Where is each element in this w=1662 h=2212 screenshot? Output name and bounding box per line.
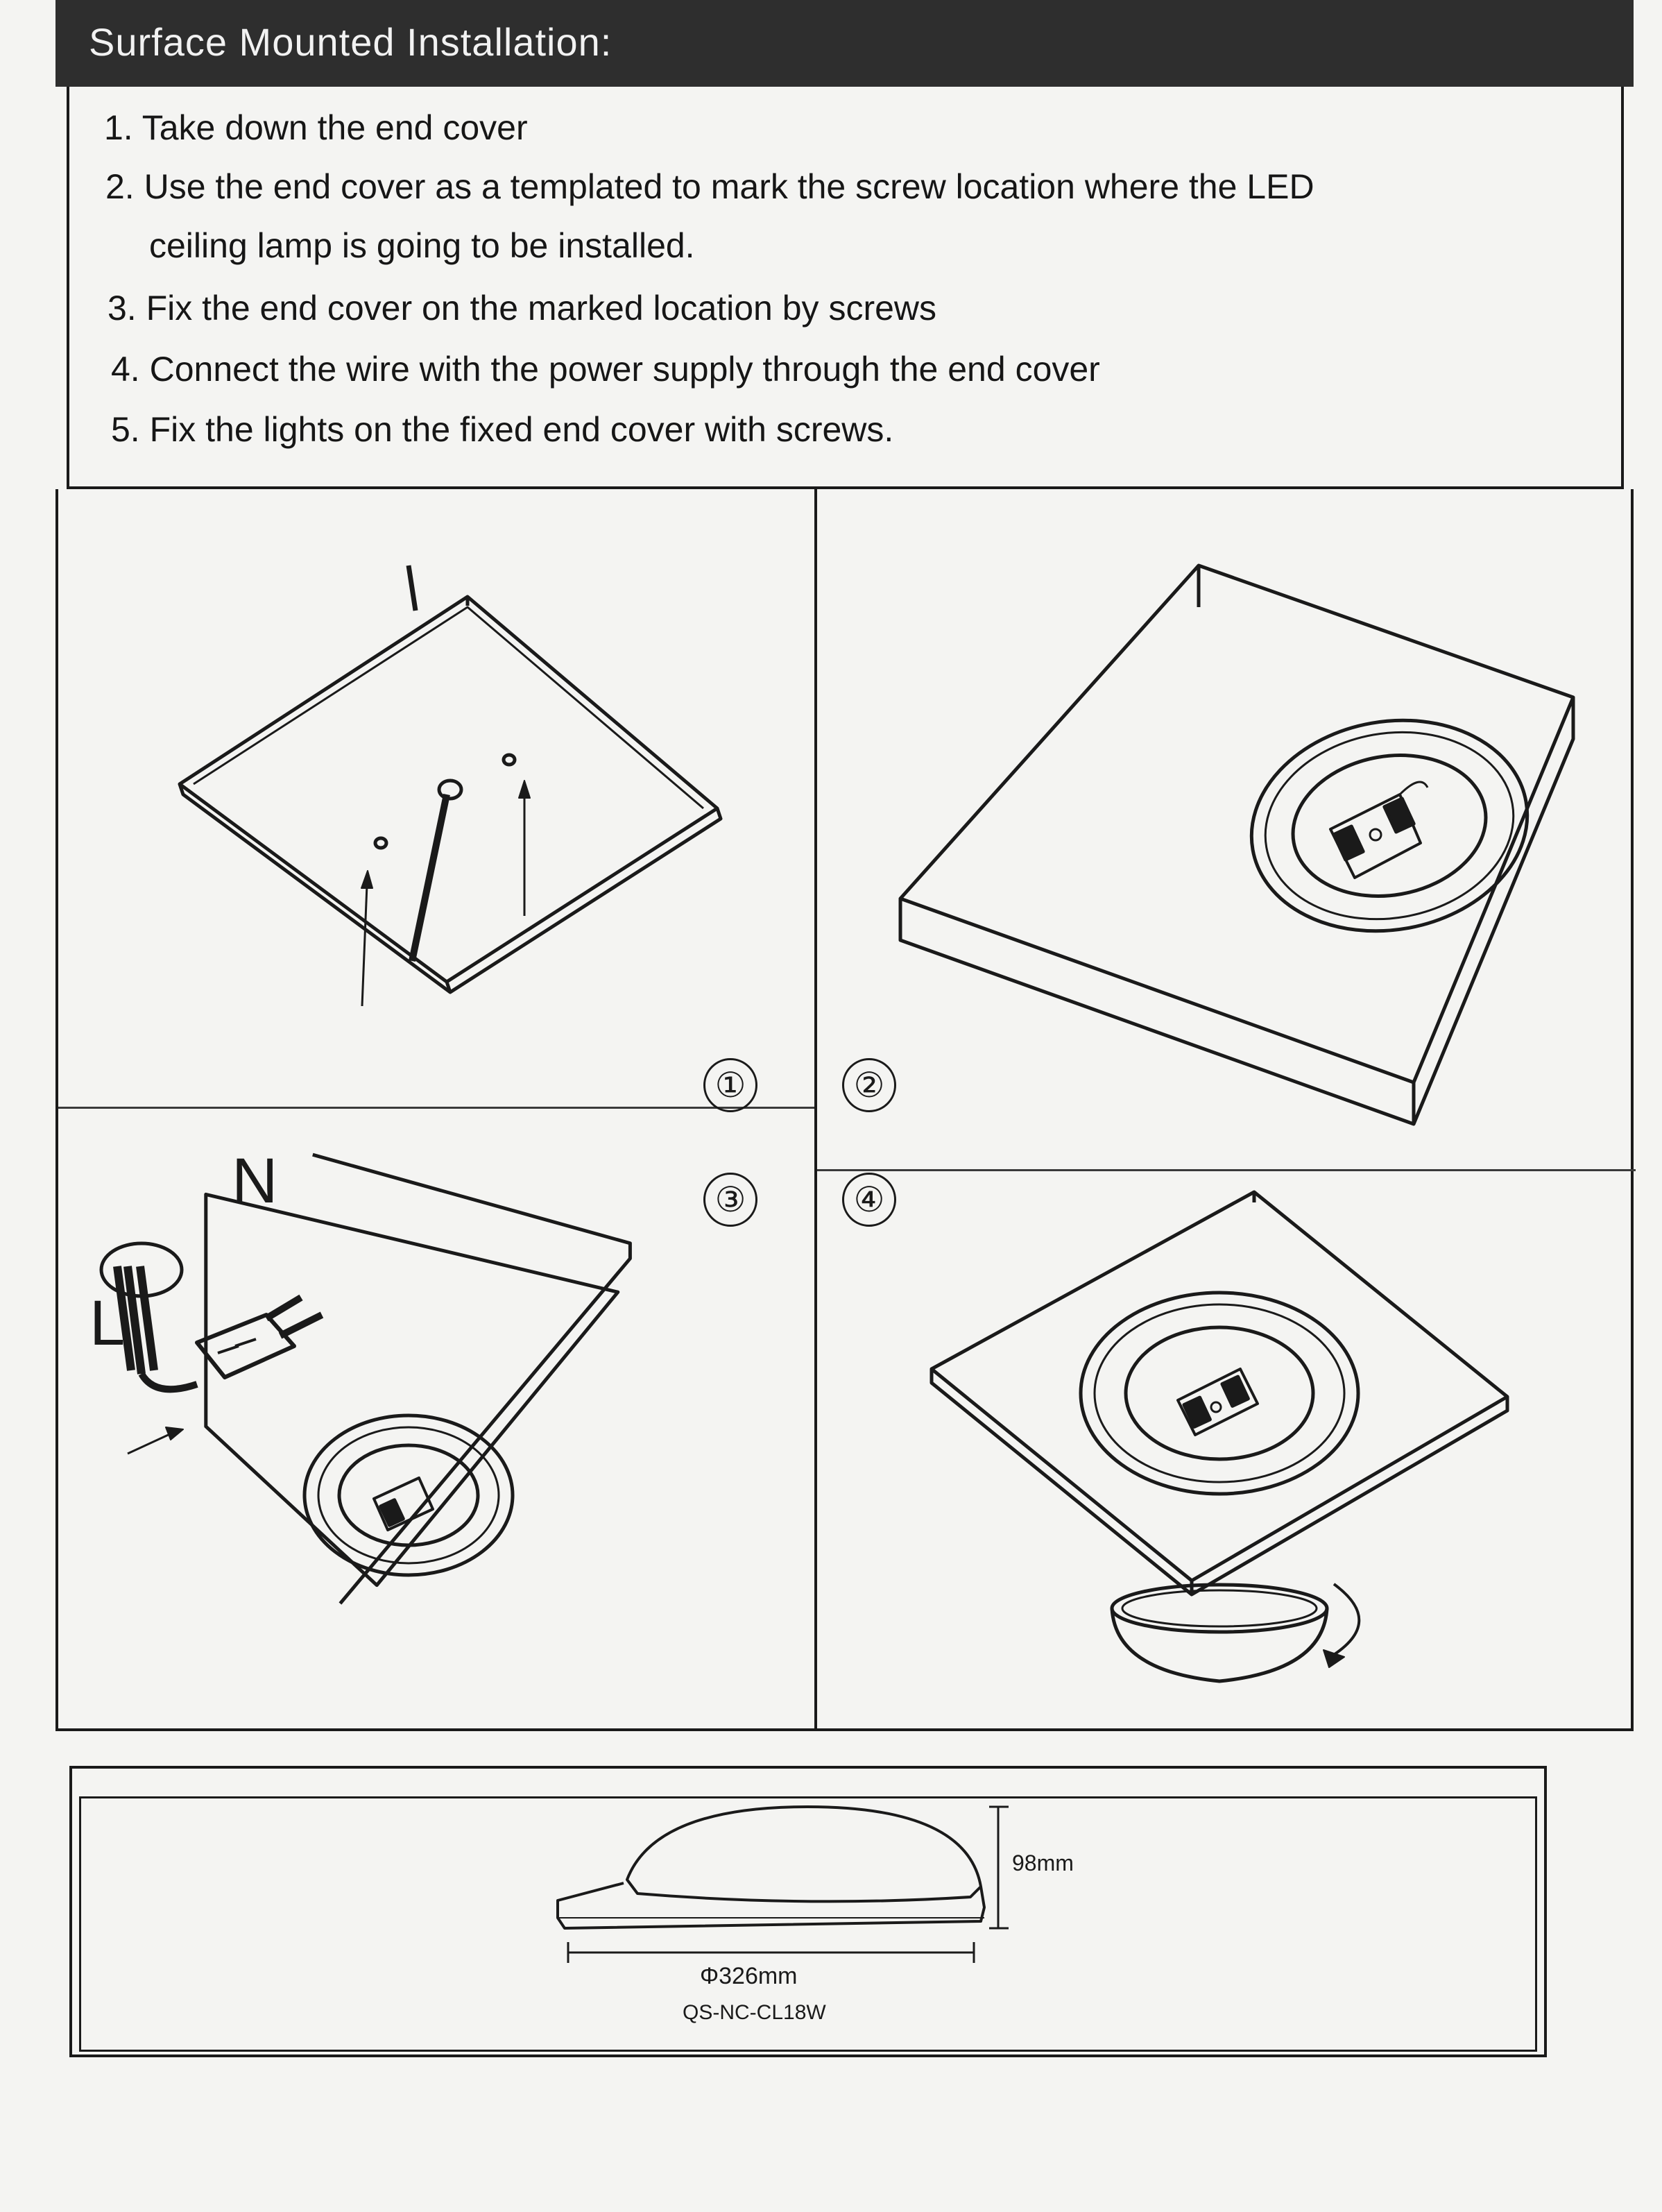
diameter-dimension-label: Φ326mm xyxy=(700,1963,798,1989)
dimensions-box xyxy=(69,1766,1547,2057)
height-dimension-label: 98mm xyxy=(1012,1851,1074,1875)
panel-number-2: ② xyxy=(842,1058,896,1112)
panel-2-illustration xyxy=(817,489,1636,1169)
panel-number-3: ③ xyxy=(703,1173,757,1227)
wire-label-neutral: N xyxy=(232,1146,278,1216)
model-number: QS-NC-CL18W xyxy=(683,2001,826,2024)
title-bar xyxy=(55,0,1634,87)
panel-number-1: ① xyxy=(703,1058,757,1112)
wire-label-live: L xyxy=(89,1288,126,1359)
diagram-grid xyxy=(55,489,1634,1731)
step-3: 3. Fix the end cover on the marked location by screws xyxy=(108,289,937,327)
step-2: 2. Use the end cover as a templated to mark the screw location where the LED xyxy=(105,167,1314,206)
step-1: 1. Take down the end cover xyxy=(104,108,528,147)
panel-number-4: ④ xyxy=(842,1173,896,1227)
step-5: 5. Fix the lights on the fixed end cover with screws. xyxy=(111,410,894,449)
page-title: Surface Mounted Installation: xyxy=(89,20,612,64)
panel-3-illustration xyxy=(58,1107,814,1731)
panel-4-illustration xyxy=(817,1171,1636,1730)
step-2-continued: ceiling lamp is going to be installed. xyxy=(149,226,695,265)
instructions-box xyxy=(67,87,1624,489)
step-4: 4. Connect the wire with the power supply through the end cover xyxy=(111,350,1100,389)
panel-1-illustration xyxy=(58,489,814,1107)
